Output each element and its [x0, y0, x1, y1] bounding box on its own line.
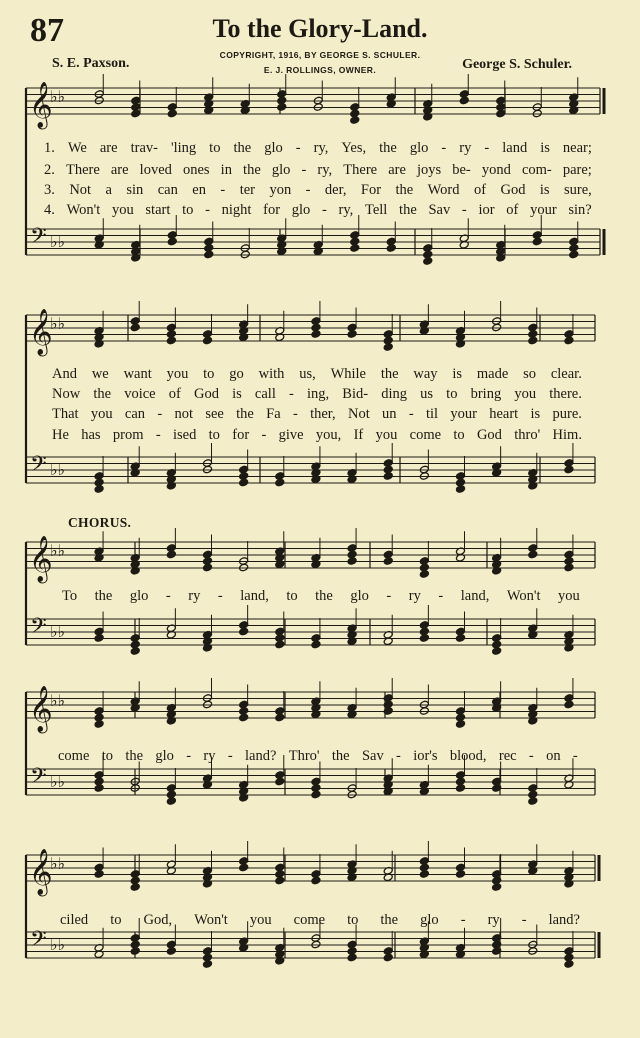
lyric-syllable: -	[217, 588, 223, 604]
flat-icon: ♭♭	[50, 622, 66, 641]
lyric-syllable: 1.	[44, 140, 55, 156]
lyric-syllable: are	[110, 162, 129, 178]
lyric-syllable: un	[382, 406, 397, 422]
note-head	[94, 784, 104, 793]
note-head	[275, 777, 285, 786]
lyric-syllable: land?	[245, 748, 277, 764]
note-head	[311, 330, 321, 339]
lyric-syllable: your	[530, 202, 557, 218]
author: S. E. Paxson.	[52, 56, 130, 71]
lyric-syllable: is	[540, 140, 550, 156]
lyric-syllable: heart	[489, 406, 519, 422]
lyric-syllable: en	[192, 182, 206, 198]
bass-clef-icon: 𝄢	[30, 614, 47, 644]
lyric-syllable: -	[572, 748, 578, 764]
lyric-syllable: glo	[271, 162, 291, 178]
lyric-syllable: to	[101, 748, 114, 764]
lyric-syllable: 'ling	[170, 140, 197, 156]
note-head	[456, 784, 466, 793]
lyric-syllable: God	[476, 427, 502, 443]
lyric-syllable: the	[331, 748, 350, 764]
lyric-syllable: -	[261, 427, 267, 443]
lyric-syllable: -	[460, 912, 466, 928]
note-head	[564, 465, 574, 474]
lyric-syllable: loved	[139, 162, 172, 178]
note-head	[275, 876, 285, 885]
lyric-syllable: Tell	[365, 202, 388, 218]
bass-clef-icon: 𝄢	[30, 764, 47, 794]
composer: George S. Schuler.	[462, 57, 572, 72]
note-head	[94, 870, 104, 879]
lyric-syllable: of	[168, 386, 181, 402]
lyric-syllable: glo	[129, 588, 149, 604]
note-head	[203, 563, 213, 572]
flat-icon: ♭♭	[50, 691, 66, 710]
note-head	[94, 720, 104, 729]
lyric-syllable: Bid-	[342, 386, 369, 402]
lyric-syllable: on	[546, 748, 561, 764]
verse-1-line-b	[52, 366, 582, 383]
lyric-syllable: -	[438, 588, 444, 604]
lyric-syllable: -	[305, 182, 311, 198]
note-head	[383, 953, 393, 962]
lyric-syllable: He	[52, 427, 69, 443]
lyric-syllable: we	[91, 366, 109, 382]
lyric-syllable: in	[220, 162, 232, 178]
verse-4-line-a	[44, 202, 592, 219]
note-head	[564, 336, 574, 345]
note-head	[167, 237, 177, 246]
lyric-syllable: Him.	[552, 427, 582, 443]
lyric-syllable: glo	[350, 588, 369, 604]
lyric-syllable: sin?	[568, 202, 592, 218]
lyric-syllable: joys	[416, 162, 442, 178]
lyric-syllable: -	[528, 748, 534, 764]
hymn-number: 87	[30, 12, 64, 49]
chorus-line-1	[62, 588, 580, 605]
lyric-syllable: ones	[182, 162, 210, 178]
lyric-syllable: We	[67, 140, 87, 156]
lyric-syllable: ry,	[313, 140, 329, 156]
lyric-syllable: come	[58, 748, 90, 764]
treble-clef-icon: 𝄞	[29, 849, 53, 895]
note-head	[564, 700, 574, 709]
chorus-label: CHORUS.	[68, 515, 132, 530]
lyric-syllable: your	[450, 406, 477, 422]
lyric-syllable: way	[413, 366, 438, 382]
lyric-syllable: come	[409, 427, 442, 443]
lyric-syllable: the	[380, 912, 399, 928]
lyric-syllable: Sav	[428, 202, 451, 218]
lyric-syllable: -	[461, 202, 467, 218]
lyric-syllable: -	[295, 140, 301, 156]
lyric-syllable: want	[123, 366, 152, 382]
lyric-syllable: blood,	[449, 748, 487, 764]
lyric-syllable: you	[166, 366, 189, 382]
flat-icon: ♭♭	[50, 541, 66, 560]
lyric-syllable: There	[65, 162, 100, 178]
note-head	[130, 883, 140, 892]
lyric-syllable: to	[110, 912, 122, 928]
lyric-syllable: ding	[381, 386, 407, 402]
lyric-syllable: If	[353, 427, 364, 443]
lyric-syllable: to	[286, 588, 298, 604]
lyric-syllable: you	[111, 202, 134, 218]
lyric-syllable: God,	[143, 912, 173, 928]
lyric-syllable: call	[254, 386, 276, 402]
lyric-syllable: for	[232, 427, 250, 443]
flat-icon: ♭♭	[50, 460, 66, 479]
note-head	[277, 103, 287, 112]
note-head	[350, 244, 360, 253]
lyric-syllable: ry	[459, 140, 472, 156]
lyric-syllable: the	[93, 386, 112, 402]
note-head	[383, 472, 393, 481]
bass-clef-icon: 𝄢	[30, 927, 47, 957]
lyric-syllable: For	[360, 182, 382, 198]
verse-1-line-a	[44, 140, 592, 157]
lyric-syllable: 4.	[44, 202, 55, 218]
lyric-syllable: the	[399, 202, 417, 218]
lyric-syllable: has	[81, 427, 101, 443]
lyric-syllable: Fa	[266, 406, 281, 422]
chorus-line-2	[58, 748, 578, 765]
lyric-syllable: ter	[239, 182, 255, 198]
lyric-syllable: Won't	[506, 588, 541, 604]
lyric-syllable: a	[105, 182, 112, 198]
note-head	[131, 109, 141, 118]
lyric-syllable: -	[186, 748, 192, 764]
treble-clef-icon: 𝄞	[29, 686, 53, 732]
lyric-syllable: -	[301, 162, 307, 178]
lyric-syllable: There	[343, 162, 378, 178]
lyric-syllable: the	[380, 366, 399, 382]
lyric-syllable: glo	[155, 748, 174, 764]
lyric-syllable: are	[388, 162, 406, 178]
lyric-syllable: 2.	[44, 162, 55, 178]
lyric-syllable: the	[379, 140, 397, 156]
lyric-syllable: is	[539, 182, 550, 198]
lyric-syllable: night	[221, 202, 252, 218]
lyric-syllable: is	[232, 386, 242, 402]
lyric-syllable: 3.	[44, 182, 55, 198]
lyric-syllable: go	[229, 366, 244, 382]
note-head	[492, 883, 502, 892]
lyric-syllable: thro'	[514, 427, 541, 443]
lyric-syllable: -	[155, 427, 161, 443]
note-head	[203, 336, 213, 345]
lyric-syllable: der,	[324, 182, 347, 198]
note-head	[130, 323, 140, 332]
lyric-syllable: rec	[498, 748, 517, 764]
lyric-syllable: give	[278, 427, 304, 443]
lyric-syllable: to	[182, 202, 194, 218]
note-head	[239, 627, 249, 636]
note-head	[311, 640, 321, 649]
lyric-syllable: -	[227, 748, 233, 764]
lyric-syllable: ised	[172, 427, 197, 443]
lyric-syllable: -	[220, 182, 226, 198]
note-head	[456, 870, 466, 879]
note-head	[130, 647, 140, 656]
lyric-syllable: come	[293, 912, 326, 928]
lyric-syllable: can	[157, 182, 178, 198]
lyric-syllable: is	[530, 406, 541, 422]
note-head	[311, 790, 321, 799]
lyric-syllable: start	[145, 202, 171, 218]
note-head	[386, 244, 396, 253]
note-head	[275, 713, 285, 722]
lyric-syllable: so	[523, 366, 537, 382]
lyric-syllable: for	[263, 202, 281, 218]
note-head	[456, 720, 466, 729]
lyric-syllable: sin	[126, 182, 144, 198]
lyric-syllable: the	[395, 182, 414, 198]
lyric-syllable: -	[289, 386, 294, 402]
note-head	[528, 797, 538, 806]
flat-icon: ♭♭	[50, 232, 66, 251]
flat-icon: ♭♭	[50, 854, 66, 873]
lyric-syllable: to	[203, 366, 215, 382]
lyric-syllable: land,	[240, 588, 269, 604]
lyric-syllable: the	[243, 162, 261, 178]
flat-icon: ♭♭	[50, 772, 66, 791]
bass-clef-icon: 𝄢	[30, 452, 47, 482]
lyric-syllable: ior	[478, 202, 495, 218]
lyric-syllable: Word	[427, 182, 460, 198]
lyric-syllable: -	[165, 588, 171, 604]
lyric-syllable: That	[52, 406, 79, 422]
verse-2-line-b	[52, 386, 582, 403]
note-head	[492, 647, 502, 656]
lyric-syllable: the	[233, 140, 252, 156]
note-head	[456, 634, 466, 643]
lyric-syllable: of	[506, 202, 519, 218]
note-head	[528, 336, 538, 345]
lyric-syllable: to	[209, 140, 221, 156]
lyric-syllable: can	[124, 406, 146, 422]
lyric-syllable: glo	[264, 140, 283, 156]
note-head	[383, 343, 393, 352]
lyric-syllable: you,	[315, 427, 342, 443]
lyric-syllable: ry	[203, 748, 216, 764]
lyric-syllable: land,	[460, 588, 490, 604]
lyric-syllable: see	[205, 406, 224, 422]
lyric-syllable: Now	[52, 386, 81, 402]
lyric-syllable: Not	[347, 406, 370, 422]
lyric-syllable: Won't	[66, 202, 101, 218]
hymn-title: To the Glory-Land.	[212, 14, 428, 43]
note-head	[423, 257, 433, 266]
note-head	[419, 570, 429, 579]
lyric-syllable: made	[476, 366, 509, 382]
lyric-syllable: to	[446, 386, 458, 402]
note-head	[166, 947, 176, 956]
lyric-syllable: you	[514, 386, 537, 402]
lyric-syllable: -	[521, 912, 527, 928]
note-head	[347, 557, 357, 566]
lyric-syllable: us	[420, 386, 434, 402]
note-head	[166, 336, 176, 345]
lyric-syllable: bring	[470, 386, 502, 402]
verse-4-line-b	[52, 427, 582, 444]
lyric-syllable: trav-	[130, 140, 158, 156]
lyric-syllable: you	[375, 427, 398, 443]
note-head	[275, 478, 285, 487]
owner-line: E. J. ROLLINGS, OWNER.	[263, 65, 377, 75]
lyric-syllable: the	[236, 406, 254, 422]
lyric-syllable: -	[292, 406, 298, 422]
lyric-syllable: While	[330, 366, 366, 382]
lyric-syllable: glo	[291, 202, 311, 218]
note-head	[419, 870, 429, 879]
lyric-syllable: near;	[562, 140, 592, 156]
note-head	[347, 953, 357, 962]
lyric-syllable: pure.	[552, 406, 582, 422]
note-head	[311, 876, 321, 885]
lyric-syllable: are	[99, 140, 118, 156]
lyric-syllable: clear.	[550, 366, 582, 382]
note-head	[275, 640, 285, 649]
note-head	[203, 960, 213, 969]
note-head	[130, 947, 140, 956]
flat-icon: ♭♭	[50, 935, 66, 954]
lyric-syllable: yond	[481, 162, 511, 178]
lyric-syllable: there.	[549, 386, 582, 402]
lyric-syllable: of	[473, 182, 487, 198]
lyric-syllable: land?	[548, 912, 580, 928]
note-head	[239, 478, 249, 487]
treble-clef-icon: 𝄞	[29, 309, 53, 355]
lyric-syllable: God	[500, 182, 526, 198]
lyric-syllable: prom	[112, 427, 144, 443]
verse-3-line-a	[44, 182, 592, 199]
note-head	[166, 550, 176, 559]
lyric-syllable: ry,	[338, 202, 354, 218]
lyric-syllable: -	[386, 588, 392, 604]
lyric-syllable: -	[408, 406, 414, 422]
note-head	[350, 116, 360, 125]
lyric-syllable: -	[441, 140, 447, 156]
lyric-syllable: Not	[69, 182, 92, 198]
lyric-syllable: you	[90, 406, 113, 422]
chorus-line-3	[60, 912, 580, 929]
lyric-syllable: ior's	[413, 748, 438, 764]
lyric-syllable: -	[484, 140, 490, 156]
lyric-syllable: ther,	[310, 406, 336, 422]
lyric-syllable: ry,	[317, 162, 333, 178]
lyric-syllable: ciled	[60, 912, 89, 928]
lyric-syllable: voice	[124, 386, 156, 402]
note-head	[347, 330, 357, 339]
flat-icon: ♭♭	[50, 87, 66, 106]
lyric-syllable: ing,	[306, 386, 330, 402]
lyric-syllable: is	[452, 366, 463, 382]
treble-clef-icon: 𝄞	[29, 536, 53, 582]
lyric-syllable: ry	[487, 912, 500, 928]
note-head	[94, 485, 104, 494]
note-head	[459, 96, 469, 105]
bass-clef-icon: 𝄢	[30, 224, 47, 254]
lyric-syllable: Won't	[194, 912, 228, 928]
note-head	[94, 634, 104, 643]
lyric-syllable: -	[321, 202, 327, 218]
lyric-syllable: Thro'	[288, 748, 320, 764]
lyric-syllable: God	[193, 386, 219, 402]
note-head	[456, 485, 466, 494]
note-head	[564, 563, 574, 572]
note-head	[528, 550, 538, 559]
lyric-syllable: ry	[188, 588, 201, 604]
lyric-syllable: -	[157, 406, 163, 422]
lyric-syllable: the	[125, 748, 144, 764]
lyric-syllable: -	[205, 202, 210, 218]
lyric-syllable: not	[174, 406, 194, 422]
lyric-syllable: to	[347, 912, 359, 928]
note-head	[564, 960, 574, 969]
lyric-syllable: land	[502, 140, 528, 156]
lyric-syllable: And	[52, 366, 77, 382]
lyric-syllable: til	[425, 406, 439, 422]
lyric-syllable: be-	[452, 162, 471, 178]
note-head	[239, 863, 249, 872]
copyright-line: COPYRIGHT, 1916, BY GEORGE S. SCHULER.	[219, 50, 421, 60]
lyric-syllable: glo	[409, 140, 429, 156]
note-head	[167, 109, 177, 118]
note-head	[569, 250, 579, 259]
lyric-syllable: yon	[269, 182, 292, 198]
lyric-syllable: to	[208, 427, 220, 443]
note-head	[419, 634, 429, 643]
lyric-syllable: the	[315, 588, 333, 604]
lyric-syllable: -	[396, 748, 401, 764]
note-head	[532, 237, 542, 246]
note-head	[239, 713, 249, 722]
lyric-syllable: Sav	[361, 748, 384, 764]
lyric-syllable: the	[94, 588, 113, 604]
lyric-syllable: with	[258, 366, 285, 382]
lyric-syllable: To	[62, 588, 78, 604]
flat-icon: ♭♭	[50, 314, 66, 333]
note-head	[496, 109, 506, 118]
lyric-syllable: ry	[408, 588, 421, 604]
note-head	[204, 250, 214, 259]
lyric-syllable: glo	[420, 912, 439, 928]
lyric-syllable: Yes,	[341, 140, 367, 156]
lyric-syllable: com-	[521, 162, 552, 178]
lyric-syllable: you	[249, 912, 272, 928]
verse-2-line-a	[44, 162, 592, 179]
lyric-syllable: you	[558, 588, 580, 604]
lyric-syllable: pare;	[562, 162, 592, 178]
lyric-syllable: sure,	[564, 182, 592, 198]
lyric-syllable: us,	[299, 366, 316, 382]
verse-3-line-b	[52, 406, 582, 423]
note-head	[166, 797, 176, 806]
treble-clef-icon: 𝄞	[29, 82, 53, 128]
lyric-syllable: to	[453, 427, 465, 443]
note-head	[383, 557, 393, 566]
